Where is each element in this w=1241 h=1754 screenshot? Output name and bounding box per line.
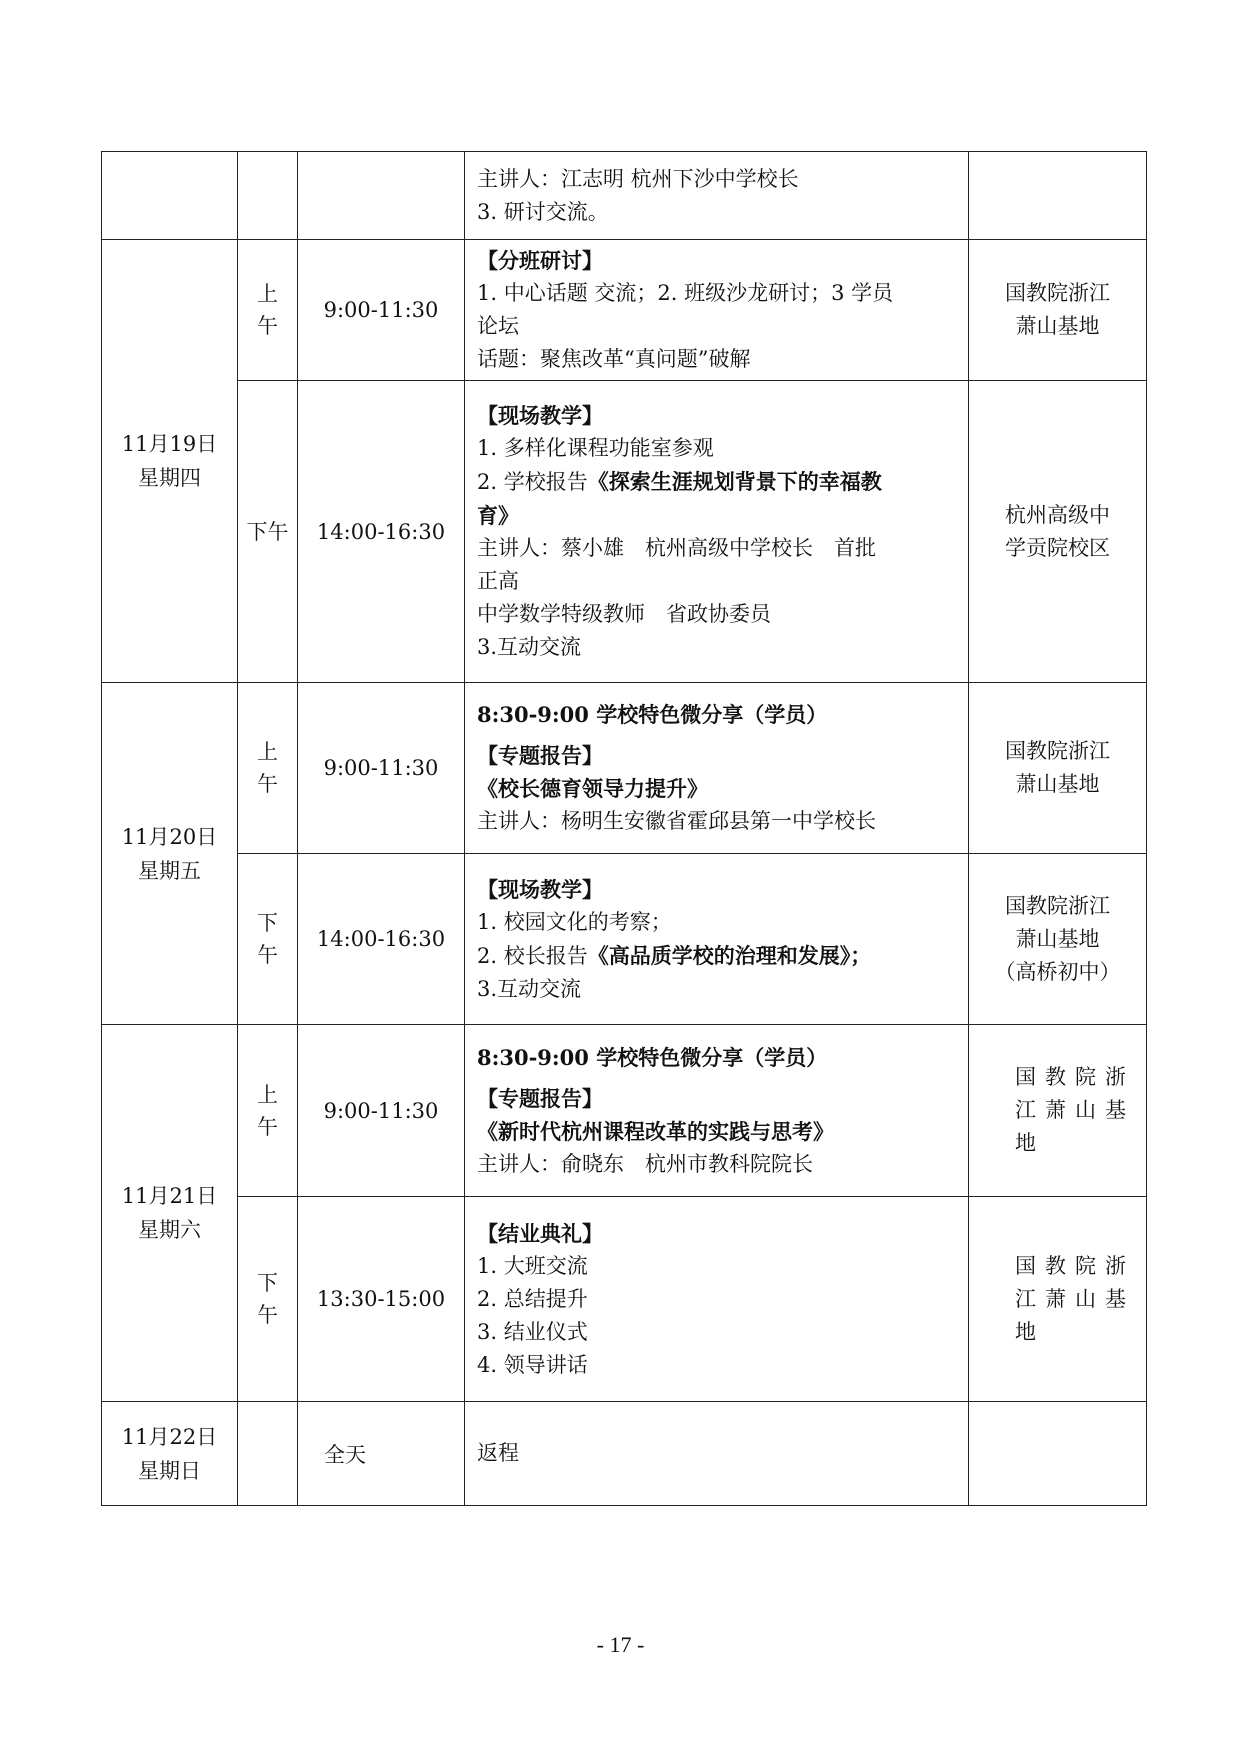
- session-heading: 【现场教学】: [477, 403, 603, 428]
- content-line: 1. 多样化课程功能室参观: [477, 436, 714, 460]
- table-row: [102, 1197, 1147, 1402]
- date-cell: [102, 683, 238, 1025]
- date-cell: [102, 152, 238, 240]
- period-cell: [238, 240, 298, 381]
- content-line: 3.互动交流: [477, 635, 582, 659]
- content-cell: 返程: [465, 1402, 969, 1506]
- venue-cell: [969, 854, 1147, 1025]
- session-heading: 8:30-9:00 学校特色微分享（学员）: [477, 1044, 828, 1070]
- table-row: [102, 1402, 1147, 1506]
- venue-cell: [969, 1197, 1147, 1402]
- content-line: 主讲人：杨明生安徽省霍邱县第一中学校长: [477, 809, 876, 833]
- content-line: [477, 465, 956, 499]
- venue-cell: [969, 152, 1147, 240]
- venue-cell: [969, 683, 1147, 854]
- content-text: 2. 校长报告: [477, 943, 588, 968]
- time-cell: 13:30-15:00: [298, 1197, 465, 1402]
- venue-cell: [969, 1025, 1147, 1197]
- date-cell: [102, 1402, 238, 1506]
- time-cell: 9:00-11:30: [298, 683, 465, 854]
- content-line: 3. 研讨交流。: [477, 199, 609, 224]
- content-line: 1. 校园文化的考察；: [477, 909, 672, 934]
- time-cell: 14:00-16:30: [298, 854, 465, 1025]
- period-cell: [238, 854, 298, 1025]
- venue-label: 国教院浙江 萧山基地: [1005, 739, 1110, 796]
- content-line: 正高: [477, 569, 519, 593]
- time-cell: 全天: [298, 1402, 465, 1506]
- session-heading: 【现场教学】: [477, 876, 603, 902]
- report-title: 《探索生涯规划背景下的幸福教: [587, 469, 882, 494]
- content-text: 2. 学校报告: [477, 470, 588, 494]
- report-title: 《校长德育领导力提升》: [477, 776, 708, 801]
- content-line: 3.互动交流: [477, 976, 582, 1001]
- date-label: 11月20日: [121, 824, 218, 849]
- content-cell: [465, 854, 969, 1025]
- period-label: 上 午: [257, 1082, 278, 1139]
- content-line: 1. 大班交流: [477, 1253, 588, 1278]
- content-line: 2. 总结提升: [477, 1286, 588, 1311]
- period-label: 上 午: [257, 740, 278, 796]
- table-row: [102, 1025, 1147, 1197]
- content-cell: [465, 381, 969, 683]
- period-label: 下 午: [257, 1271, 278, 1327]
- venue-cell: [969, 1402, 1147, 1506]
- venue-label: 国教院浙 江萧山基 地: [1015, 1065, 1135, 1155]
- content-line: 论坛: [477, 314, 519, 338]
- venue-label: 国教院浙江 萧山基地: [1005, 281, 1110, 338]
- period-cell: [238, 1025, 298, 1197]
- date-label: 11月21日: [121, 1184, 218, 1208]
- content-cell: [465, 1025, 969, 1197]
- period-cell: 下午: [238, 381, 298, 683]
- content-line: 1. 中心话题 交流；2. 班级沙龙研讨；3 学员: [477, 281, 894, 305]
- content-cell: [465, 152, 969, 240]
- content-cell: [465, 240, 969, 381]
- period-cell: [238, 1197, 298, 1402]
- content-line: 中学数学特级教师 省政协委员: [477, 602, 771, 626]
- time-cell: 9:00-11:30: [298, 240, 465, 381]
- table-row: [102, 152, 1147, 240]
- venue-label: 杭州高级中 学贡院校区: [1005, 502, 1110, 560]
- time-cell: 9:00-11:30: [298, 1025, 465, 1197]
- weekday-label: 星期日: [138, 1458, 201, 1483]
- session-heading: 【专题报告】: [477, 743, 603, 768]
- table-row: [102, 381, 1147, 683]
- content-line: 3. 结业仪式: [477, 1319, 588, 1344]
- report-title: 《高品质学校的治理和发展》；: [587, 942, 872, 968]
- period-label: 下 午: [257, 911, 278, 967]
- date-label: 11月22日: [121, 1424, 218, 1449]
- content-line: [477, 939, 956, 973]
- content-line: 话题：聚焦改革“真问题”破解: [477, 347, 751, 371]
- table-row: [102, 683, 1147, 854]
- content-line: 4. 领导讲话: [477, 1352, 588, 1377]
- session-heading: 【专题报告】: [477, 1085, 603, 1111]
- venue-cell: [969, 240, 1147, 381]
- time-cell: [298, 152, 465, 240]
- time-cell: 14:00-16:30: [298, 381, 465, 683]
- venue-cell: [969, 381, 1147, 683]
- date-cell: [102, 1025, 238, 1402]
- weekday-label: 星期六: [138, 1218, 201, 1242]
- venue-label: 国教院浙江 萧山基地 （高桥初中）: [994, 893, 1121, 984]
- table-row: [102, 240, 1147, 381]
- period-label: 上 午: [257, 282, 278, 338]
- date-cell: [102, 240, 238, 683]
- session-heading: 【结业典礼】: [477, 1220, 603, 1246]
- report-title: 育》: [477, 503, 519, 528]
- session-heading: 8:30-9:00 学校特色微分享（学员）: [477, 702, 828, 727]
- venue-label: 国教院浙 江萧山基 地: [1015, 1253, 1135, 1344]
- period-cell: [238, 683, 298, 854]
- weekday-label: 星期五: [138, 858, 201, 883]
- weekday-label: 星期四: [138, 466, 201, 490]
- report-title: 《新时代杭州课程改革的实践与思考》: [477, 1118, 834, 1144]
- content-line: 主讲人：江志明 杭州下沙中学校长: [477, 166, 799, 191]
- session-heading: 【分班研讨】: [477, 248, 603, 273]
- period-cell: [238, 1402, 298, 1506]
- period-cell: [238, 152, 298, 240]
- content-line: 主讲人：蔡小雄 杭州高级中学校长 首批: [477, 536, 876, 560]
- content-line: 主讲人：俞晓东 杭州市教科院院长: [477, 1151, 813, 1176]
- page-number: - 17 -: [596, 1632, 645, 1657]
- table-row: [102, 854, 1147, 1025]
- content-cell: [465, 683, 969, 854]
- date-label: 11月19日: [121, 432, 218, 456]
- schedule-table: [101, 151, 1147, 1506]
- content-cell: [465, 1197, 969, 1402]
